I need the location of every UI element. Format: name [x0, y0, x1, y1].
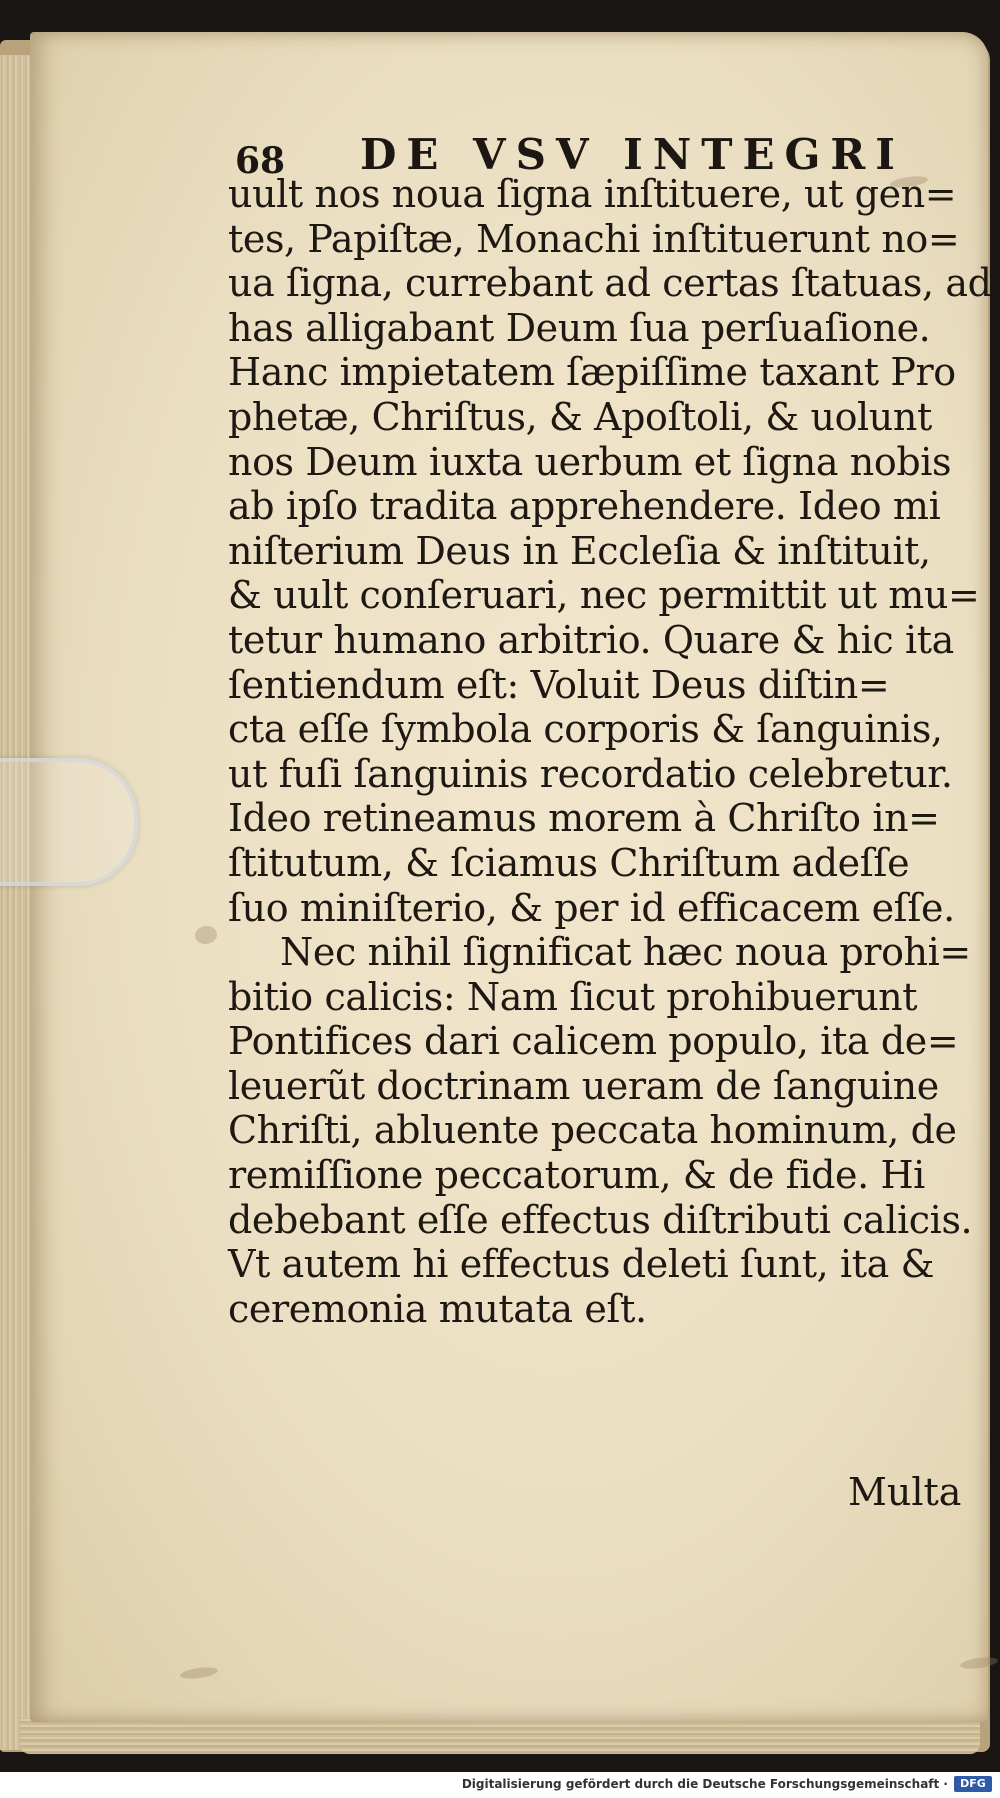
page-number: 68 [235, 140, 286, 182]
digitization-footer [0, 1772, 1000, 1798]
text-line: ut fuſi ſanguinis recordatio celebretur. [228, 751, 953, 796]
text-line: ab ipſo tradita apprehendere. Ideo mi [228, 484, 941, 529]
page-clip [0, 758, 138, 886]
paragraph-start-line: Nec nihil ſignificat hæc noua prohi= [280, 930, 971, 975]
paper-crease [959, 1655, 998, 1670]
text-line: Ideo retineamus morem à Chriſto in= [228, 796, 940, 841]
text-line: debebant eſſe effectus diſtributi calicis. [228, 1197, 973, 1242]
text-line: ſtitutum, & ſciamus Chriſtum adeſſe [228, 840, 910, 885]
text-line: ſentiendum eſt: Voluit Deus diſtin= [228, 662, 890, 707]
text-line: & uult conſeruari, nec permittit ut mu= [228, 573, 980, 618]
text-line: Hanc impietatem ſæpiſſime taxant Pro [228, 350, 956, 395]
text-line: ceremonia mutata eſt. [228, 1286, 647, 1331]
text-line: tes, Papiſtæ, Monachi inſtituerunt no= [228, 216, 960, 261]
text-line: bitio calicis: Nam ſicut prohibuerunt [228, 974, 918, 1019]
text-line: Pontifices dari calicem populo, ita de= [228, 1019, 959, 1064]
catchword: Multa [848, 1470, 962, 1514]
text-line: phetæ, Chriſtus, & Apoſtoli, & uolunt [228, 394, 932, 439]
body-text [228, 172, 992, 1331]
text-line: tetur humano arbitrio. Quare & hic ita [228, 617, 954, 662]
text-line: ſuo miniſterio, & per id efficacem eſſe. [228, 885, 955, 930]
text-line: remiſſione peccatorum, & de fide. Hi [228, 1153, 925, 1198]
funding-credit: Digitalisierung gefördert durch die Deutsche Forschungsgemeinschaft · [461, 1777, 948, 1791]
text-line: has alligabant Deum ſua perſuaſione. [228, 305, 931, 350]
paper-crease [179, 1665, 218, 1680]
page-edges-bottom [20, 1718, 980, 1754]
text-line: niſterium Deus in Eccleſia & inſtituit, [228, 528, 931, 573]
dfg-logo: DFG [954, 1776, 992, 1792]
text-line: ua ſigna, currebant ad certas ſtatuas, ad [228, 261, 992, 306]
text-line: cta eſſe ſymbola corporis & ſanguinis, [228, 707, 943, 752]
text-line: Chriſti, abluente peccata hominum, de [228, 1108, 957, 1153]
text-line: Vt autem hi effectus deleti ſunt, ita & [228, 1242, 934, 1287]
running-head: DE VSV INTEGRI [360, 130, 905, 179]
text-line: uult nos noua ſigna inſtituere, ut gen= [228, 172, 957, 216]
text-line: nos Deum iuxta uerbum et ſigna nobis [228, 439, 952, 484]
text-line: leuerũt doctrinam ueram de ſanguine [228, 1063, 939, 1108]
paper-crease [194, 925, 218, 946]
